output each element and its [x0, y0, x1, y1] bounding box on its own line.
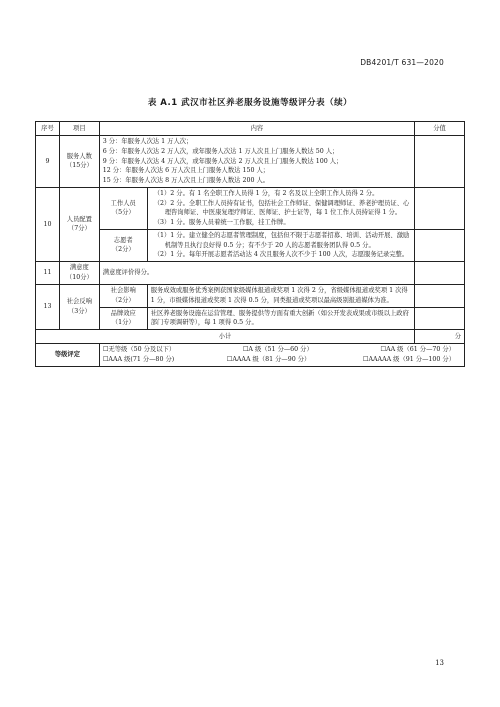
score-cell[interactable]: [415, 229, 465, 261]
grade-checkbox-aaaa[interactable]: ☐AAAA 级（81 分—90 分）: [226, 355, 311, 363]
table-header-row: [36, 122, 465, 136]
content-cell: [147, 187, 414, 229]
subitem-cell: [99, 307, 147, 330]
grade-checkbox-aa[interactable]: ☐AA 级（61 分—70 分）: [380, 346, 455, 353]
content-line: 6 分：年服务人次达 2 万人次，或年服务人次达 1 万人次且上门服务人数达 50 人；: [102, 147, 339, 155]
table-row: [36, 262, 465, 285]
grade-checkbox-aaa[interactable]: ☐AAA 级(71 分—80 分): [102, 355, 175, 363]
subitem-cell: [99, 285, 147, 308]
subitem-cell: [99, 187, 147, 229]
subtotal-value[interactable]: 分: [415, 330, 465, 344]
col-seq: 序号: [36, 122, 60, 136]
subitem-cell: [99, 229, 147, 261]
item-cell: [59, 262, 99, 285]
item-label: 人员配置: [66, 215, 92, 223]
item-points: （7分）: [67, 225, 91, 233]
content-line: （2）1 分。每年开展志愿者活动达 4 次且服务人次不少于 100 人次，志愿服务记录完整。: [153, 251, 409, 259]
grading-label: 等级评定: [36, 344, 100, 367]
subtotal-row: [36, 330, 465, 344]
subitem-points: （5分）: [111, 209, 135, 217]
seq-cell: 10: [36, 187, 60, 261]
subitem-points: （2分）: [111, 246, 135, 254]
grading-options: [99, 344, 464, 367]
subitem-label: 志愿者: [113, 236, 133, 244]
grade-checkbox-a[interactable]: ☐A 级（51 分—60 分）: [242, 346, 313, 353]
item-label: 服务人数: [66, 152, 92, 160]
col-item: 项目: [59, 122, 99, 136]
item-cell: [59, 136, 99, 188]
score-cell[interactable]: [415, 136, 465, 188]
item-points: （3分）: [67, 308, 91, 315]
col-content: 内容: [99, 122, 414, 136]
content-cell: 服务成效或服务优秀案例获国家级媒体报道或奖项 1 次得 2 分，省级媒体报道或奖项 1 次得 1 分，市级媒体报道或奖项 1 次得 0.5 分，同类报道或奖项以最高级别报道媒体为准。: [147, 285, 414, 308]
score-cell[interactable]: [415, 285, 465, 308]
page-number: 13: [435, 659, 444, 667]
item-label: 社会反响: [66, 298, 92, 306]
item-label: 满意度: [69, 264, 89, 272]
content-line: （1）1 分。建立健全的志愿者管理制度，包括但不限于志愿者招募、培训、活动开展、激励机制等且执行良好得 0.5 分；有不少于 20 人的志愿者服务团队得 0.5 分。: [153, 231, 410, 249]
table-row: [36, 307, 465, 330]
item-points: （10分）: [65, 274, 93, 281]
subitem-label: 社会影响: [110, 287, 136, 294]
content-line: （3）1 分。服务人员着统一工作服，挂工作牌。: [153, 219, 290, 226]
content-cell: 社区养老服务设施在运营管理、服务提供等方面有重大创新（如公开发表成果或市级以上政府部门专项调研等），每 1 项得 0.5 分。: [147, 307, 414, 330]
subitem-label: 品牌效应: [110, 309, 136, 317]
seq-cell: 13: [36, 285, 60, 330]
item-cell: [59, 285, 99, 330]
item-points: （15分）: [65, 162, 93, 170]
table-row: [36, 136, 465, 188]
content-line: （1）2 分。有 1 名全职工作人员得 1 分，有 2 名及以上全职工作人员得 2 分。: [153, 189, 379, 197]
item-cell: [59, 187, 99, 261]
grading-row: [36, 344, 465, 367]
table-row: [36, 187, 465, 229]
grading-options-line: [103, 345, 461, 355]
content-cell: [99, 136, 414, 188]
col-score: 分值: [415, 122, 465, 136]
content-cell: [147, 229, 414, 261]
rating-table: [35, 121, 465, 367]
content-line: （2）2 分。全职工作人员持有证书，包括社会工作师证、保健调理师证、养老护理员证、心理咨询师证、中医康复理疗师证、医师证、护士证等，每 1 位工作人员持证得 1 分。: [153, 199, 410, 217]
content-line: 9 分：年服务人次达 4 万人次，或年服务人次达 2 万人次且上门服务人数达 100 人；: [102, 157, 343, 165]
grade-checkbox-aaaaa[interactable]: ☐AAAAA 级（91 分—100 分）: [362, 355, 455, 363]
content-line: 3 分：年服务人次达 1 万人次；: [102, 138, 193, 145]
table-title: 表 A.1 武汉市社区养老服务设施等级评分表（续）: [147, 98, 353, 108]
score-cell[interactable]: [415, 307, 465, 330]
table-row: [36, 285, 465, 308]
seq-cell: 11: [36, 262, 60, 285]
content-line: 15 分：年服务人次达 8 万人次且上门服务人数达 200 人。: [102, 177, 270, 184]
grade-checkbox-none[interactable]: ☐无等级（50 分及以下）: [102, 346, 176, 353]
subitem-label: 工作人员: [110, 199, 136, 207]
subtotal-label: 小计: [36, 330, 415, 344]
subitem-points: （1分）: [111, 319, 135, 327]
grading-options-line: [103, 355, 461, 365]
content-cell: 满意度评价得分。: [99, 262, 414, 285]
content-line: 12 分：年服务人次达 6 万人次且上门服务人数达 150 人；: [102, 167, 270, 175]
score-cell[interactable]: [415, 187, 465, 229]
table-row: [36, 229, 465, 261]
score-cell[interactable]: [415, 262, 465, 285]
seq-cell: 9: [36, 136, 60, 188]
standard-code: DB4201/T 631—2020: [360, 58, 444, 67]
subitem-points: （2分）: [111, 296, 135, 304]
